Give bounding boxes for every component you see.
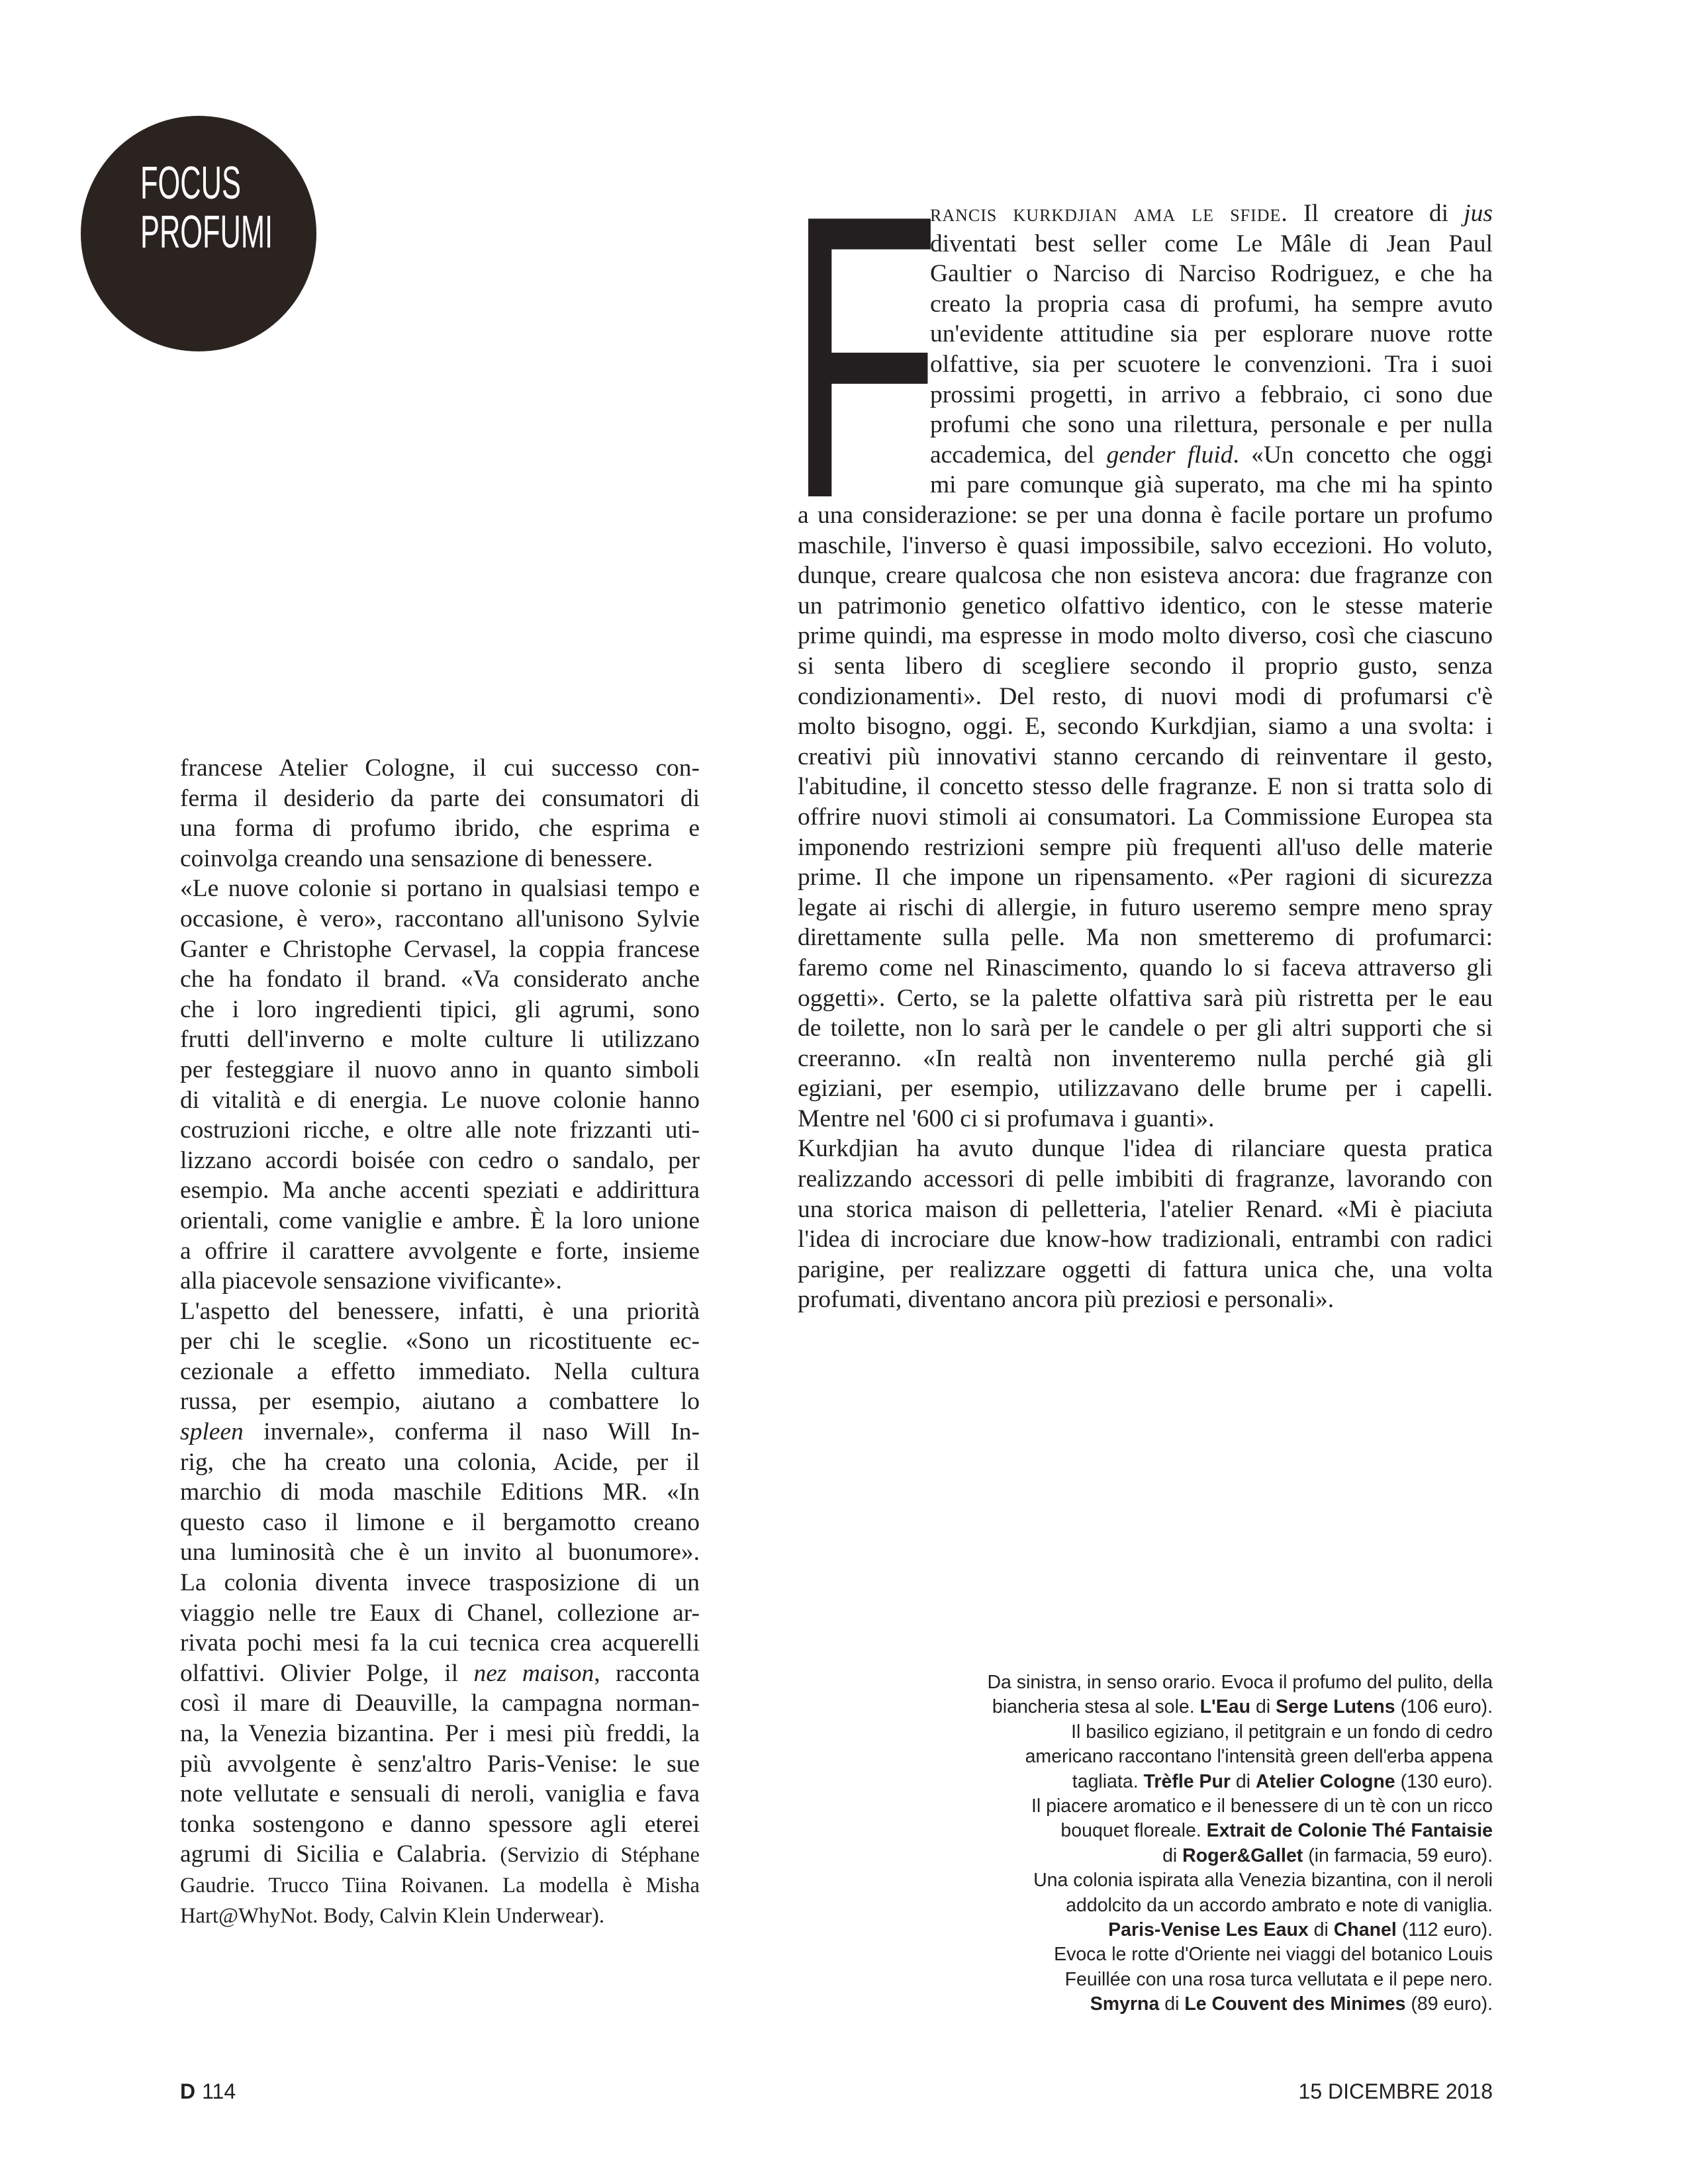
photo-caption <box>847 1670 1493 2017</box>
text-run: rancis kurkdjian ama le sfide. <box>930 200 1288 227</box>
text-line <box>798 742 1493 772</box>
text-run: Il piacere aromatico e il benessere di un tè con un ricco <box>1031 1796 1493 1817</box>
text-run: Le Couvent des Minimes <box>1184 1993 1406 2015</box>
text-run: Chanel <box>1333 1919 1397 1941</box>
text-run: Mentre nel '600 ci si profumava i guanti». <box>798 1105 1215 1132</box>
text-line <box>798 1073 1493 1104</box>
text-run: Paris-Venise Les Eaux <box>1108 1919 1309 1941</box>
text-line <box>847 1918 1493 1942</box>
text-run: di <box>1308 1919 1334 1941</box>
text-line <box>180 1537 700 1568</box>
text-run: Il basilico egiziano, il petitgrain e un fondo di cedro <box>1071 1721 1493 1743</box>
page-footer-left <box>180 2079 236 2104</box>
text-run: direttamente sulla pelle. Ma non smetteremo di profumarci: <box>798 924 1493 952</box>
text-line <box>180 1024 700 1055</box>
text-run: russa, per esempio, aiutano a combattere lo <box>180 1388 700 1416</box>
text-line <box>798 561 1493 591</box>
text-run: orientali, come vaniglie e ambre. È la loro unione <box>180 1206 700 1234</box>
text-line <box>180 995 700 1025</box>
magazine-brand: D <box>180 2079 196 2103</box>
text-line <box>180 1477 700 1508</box>
text-run: profumati, diventano ancora più preziosi e personali». <box>798 1286 1335 1314</box>
text-line <box>847 1868 1493 1893</box>
text-run: rig, che ha creato una colonia, Acide, per il <box>180 1448 700 1476</box>
text-run: un'evidente attitudine sia per esplorare nuove rotte <box>930 320 1493 348</box>
text-run: nez maison <box>473 1659 594 1687</box>
text-run: un patrimonio genetico olfattivo identico, con le stesse materie <box>798 592 1493 619</box>
text-line <box>847 1968 1493 1992</box>
text-run: cezionale a effetto immediato. Nella cultura <box>180 1357 700 1385</box>
text-run: a offrire il carattere avvolgente e forte, insieme <box>180 1237 700 1265</box>
text-line <box>180 1326 700 1357</box>
text-line <box>180 1870 700 1900</box>
text-run: creato la propria casa di profumi, ha sempre avuto <box>930 290 1493 318</box>
text-line <box>798 833 1493 863</box>
text-run: addolcito da un accordo ambrato e note di vaniglia. <box>1066 1894 1493 1916</box>
text-run: , racconta <box>594 1659 700 1687</box>
text-line <box>180 1357 700 1387</box>
text-line <box>180 1417 700 1447</box>
section-badge-label <box>140 157 273 257</box>
text-run: biancheria stesa al sole. <box>992 1696 1200 1718</box>
text-line <box>180 753 700 784</box>
text-run: profumi che sono una rilettura, personale e per nulla <box>930 411 1493 439</box>
text-line <box>798 1134 1493 1164</box>
text-line <box>180 1266 700 1297</box>
text-line <box>180 1568 700 1598</box>
text-run: di <box>1159 1993 1185 2015</box>
text-run: na, la Venezia bizantina. Per i mesi più freddi, la <box>180 1720 700 1747</box>
text-run: (130 euro). <box>1395 1770 1493 1792</box>
text-line <box>847 1770 1493 1794</box>
text-line <box>847 1794 1493 1819</box>
text-line <box>930 289 1493 320</box>
text-run: occasione, è vero», raccontano all'unisono Sylvie <box>180 905 700 933</box>
badge-line-1: FOCUS <box>140 157 241 208</box>
text-run: realizzando accessori di pelle imbibiti di fragranze, lavorando con <box>798 1165 1493 1193</box>
text-run: Atelier Cologne <box>1256 1770 1395 1792</box>
text-run: prime quindi, ma espresse in modo molto diverso, così che ciascuno <box>798 622 1493 650</box>
text-run: costruzioni ricche, e oltre alle note frizzanti uti- <box>180 1116 700 1144</box>
text-run: molto bisogno, oggi. E, secondo Kurkdjian, siamo a una svolta: i <box>798 713 1493 741</box>
text-line <box>847 1670 1493 1695</box>
text-run: L'Eau <box>1199 1696 1251 1718</box>
text-line <box>847 1745 1493 1769</box>
text-line <box>847 1695 1493 1719</box>
drop-cap: F <box>788 132 941 582</box>
text-run: gender fluid <box>1106 441 1233 469</box>
text-run: viaggio nelle tre Eaux di Chanel, collezione ar- <box>180 1599 700 1627</box>
text-run: per festeggiare il nuovo anno in quanto simboli <box>180 1056 700 1083</box>
text-line <box>930 199 1493 229</box>
text-run: americano raccontano l'intensità green dell'erba appena <box>1025 1746 1493 1768</box>
text-run: si senta libero di scegliere secondo il proprio gusto, senza <box>798 652 1493 680</box>
text-line <box>798 1044 1493 1074</box>
text-line <box>798 500 1493 531</box>
text-run: per chi le sceglie. «Sono un ricostituente ec- <box>180 1328 700 1355</box>
text-line <box>798 772 1493 802</box>
text-run: Kurkdjian ha avuto dunque l'idea di rilanciare questa pratica <box>798 1135 1493 1163</box>
article-intro <box>930 199 1493 500</box>
text-run: (Servizio di Stéphane <box>500 1843 700 1868</box>
text-run: agrumi di Sicilia e Calabria. <box>180 1841 500 1868</box>
article-right-column <box>798 500 1493 1315</box>
text-line <box>798 862 1493 893</box>
text-run: Da sinistra, in senso orario. Evoca il profumo del pulito, della <box>987 1672 1493 1693</box>
text-line <box>180 813 700 844</box>
text-run: una storica maison di pelletteria, l'atelier Renard. «Mi è piaciuta <box>798 1195 1493 1223</box>
text-line <box>180 844 700 874</box>
text-run: lizzano accordi boisée con cedro o sandalo, per <box>180 1146 700 1174</box>
text-line <box>798 1013 1493 1044</box>
text-line <box>930 349 1493 380</box>
text-line <box>180 1508 700 1538</box>
text-run: Trèfle Pur <box>1143 1770 1231 1792</box>
text-run: tagliata. <box>1072 1770 1144 1792</box>
text-run: bouquet floreale. <box>1060 1820 1207 1842</box>
text-line <box>798 591 1493 621</box>
text-run: prime. Il che impone un ripensamento. «Per ragioni di sicurezza <box>798 864 1493 891</box>
text-run: jus <box>1464 200 1493 227</box>
text-line <box>180 1297 700 1327</box>
text-run: Feuillée con una rosa turca vellutata e il pepe nero. <box>1064 1968 1493 1990</box>
text-run: Una colonia ispirata alla Venezia bizantina, con il neroli <box>1033 1870 1493 1891</box>
text-line <box>798 893 1493 923</box>
text-run: «Le nuove colonie si portano in qualsiasi tempo e <box>180 875 700 903</box>
text-run: dunque, creare qualcosa che non esisteva ancora: due fragranze con <box>798 562 1493 590</box>
text-run: imponendo restrizioni sempre più frequenti all'uso delle materie <box>798 833 1493 861</box>
text-run: spleen <box>180 1418 244 1446</box>
text-line <box>930 259 1493 289</box>
text-line <box>180 1085 700 1116</box>
text-line <box>180 1839 700 1870</box>
text-line <box>180 904 700 934</box>
text-line <box>847 1893 1493 1918</box>
text-run: che ha fondato il brand. «Va considerato anche <box>180 966 700 993</box>
text-run: frutti dell'inverno e molte culture li utilizzano <box>180 1026 700 1054</box>
text-line <box>180 1146 700 1176</box>
text-line <box>180 1175 700 1206</box>
text-line <box>930 470 1493 500</box>
text-run: Extrait de Colonie Thé Fantaisie <box>1206 1820 1493 1842</box>
text-line <box>180 1900 700 1931</box>
text-run: oggetti». Certo, se la palette olfattiva sarà più ristretta per le eau <box>798 984 1493 1012</box>
text-run: (106 euro). <box>1395 1696 1493 1718</box>
text-line <box>180 1387 700 1417</box>
text-line <box>180 1779 700 1809</box>
text-run: che i loro ingredienti tipici, gli agrumi, sono <box>180 995 700 1023</box>
text-line <box>798 621 1493 651</box>
text-line <box>798 1285 1493 1315</box>
text-line <box>180 1598 700 1629</box>
text-line <box>798 802 1493 833</box>
text-run: condizionamenti». Del resto, di nuovi modi di profumarsi c'è <box>798 682 1493 710</box>
text-line <box>798 923 1493 953</box>
text-run: de toilette, non lo sarà per le candele o per gli altri supporti che si <box>798 1015 1493 1042</box>
text-line <box>847 1720 1493 1745</box>
text-line <box>798 531 1493 561</box>
text-line <box>798 953 1493 983</box>
text-line <box>930 440 1493 471</box>
text-line <box>930 229 1493 259</box>
text-line <box>180 934 700 965</box>
text-line <box>798 983 1493 1014</box>
text-run: rivata pochi mesi fa la cui tecnica crea acquerelli <box>180 1629 700 1657</box>
text-run: accademica, del <box>930 441 1107 469</box>
text-line <box>930 380 1493 410</box>
text-line <box>847 1942 1493 1967</box>
text-run: olfattive, sia per scuotere le convenzioni. Tra i suoi <box>930 350 1493 378</box>
article-left-column <box>180 753 700 1930</box>
text-run: (in farmacia, 59 euro). <box>1303 1844 1493 1866</box>
text-run: (112 euro). <box>1396 1919 1493 1941</box>
text-line <box>180 1115 700 1146</box>
text-line <box>847 1844 1493 1868</box>
text-run: di <box>1250 1696 1276 1718</box>
text-run: Hart@WhyNot. Body, Calvin Klein Underwear). <box>180 1903 604 1928</box>
text-run: (89 euro). <box>1405 1993 1493 2015</box>
text-run: offrire nuovi stimoli ai consumatori. La Commissione Europea sta <box>798 803 1493 831</box>
text-run: invernale», conferma il naso Will In- <box>243 1418 700 1446</box>
text-line <box>180 1688 700 1719</box>
issue-date: 15 DICEMBRE 2018 <box>1298 2079 1493 2103</box>
text-run: creeranno. «In realtà non inventeremo nulla perché già gli <box>798 1044 1493 1072</box>
text-run: più avvolgente è senz'altro Paris-Venise: le sue <box>180 1750 700 1778</box>
text-line <box>798 1104 1493 1134</box>
text-line <box>798 1255 1493 1285</box>
text-run: prossimi progetti, in arrivo a febbraio, ci sono due <box>930 381 1493 408</box>
text-run: ferma il desiderio da parte dei consumatori di <box>180 784 700 812</box>
text-line <box>847 1992 1493 2017</box>
text-line <box>930 410 1493 440</box>
text-line <box>180 1628 700 1659</box>
text-run: così il mare di Deauville, la campagna norman- <box>180 1690 700 1717</box>
text-run: Serge Lutens <box>1276 1696 1395 1718</box>
text-run: Gaultier o Narciso di Narciso Rodriguez, e che ha <box>930 260 1493 288</box>
text-run: alla piacevole sensazione vivificante». <box>180 1267 562 1295</box>
text-run: una forma di profumo ibrido, che esprima e <box>180 815 700 842</box>
text-run: di <box>1162 1844 1183 1866</box>
text-run: egiziani, per esempio, utilizzavano delle brume per i capelli. <box>798 1075 1493 1103</box>
text-line <box>798 651 1493 682</box>
text-run: esempio. Ma anche accenti speziati e addirittura <box>180 1177 700 1205</box>
text-line <box>798 682 1493 712</box>
text-line <box>180 1719 700 1749</box>
text-line <box>180 964 700 995</box>
text-line <box>180 874 700 904</box>
text-run: Roger&Gallet <box>1182 1844 1303 1866</box>
text-run: faremo come nel Rinascimento, quando lo si faceva attraverso gli <box>798 954 1493 981</box>
text-run: L'aspetto del benessere, infatti, è una priorità <box>180 1297 700 1325</box>
text-run: . «Un concetto che oggi <box>1233 441 1493 469</box>
text-line <box>180 784 700 814</box>
text-run: l'idea di incrociare due know-how tradizionali, entrambi con radici <box>798 1226 1493 1253</box>
text-run: Il creatore di <box>1288 200 1464 227</box>
text-line <box>847 1819 1493 1843</box>
text-run: Gaudrie. Trucco Tiina Roivanen. La modella è Misha <box>180 1873 700 1897</box>
text-run: legate ai rischi di allergie, in futuro useremo sempre meno spray <box>798 893 1493 921</box>
text-run: questo caso il limone e il bergamotto creano <box>180 1508 700 1536</box>
text-line <box>798 1224 1493 1255</box>
text-run: a una considerazione: se per una donna è facile portare un profumo <box>798 502 1493 529</box>
text-run: l'abitudine, il concetto stesso delle fragranze. E non si tratta solo di <box>798 773 1493 801</box>
text-run: coinvolga creando una sensazione di benessere. <box>180 844 653 872</box>
text-run: mi pare comunque già superato, ma che mi ha spinto <box>930 471 1493 499</box>
text-line <box>180 1659 700 1689</box>
text-run: una luminosità che è un invito al buonumore». <box>180 1539 700 1567</box>
text-run: La colonia diventa invece trasposizione di un <box>180 1569 700 1597</box>
text-run: Ganter e Christophe Cervasel, la coppia francese <box>180 935 700 963</box>
text-line <box>930 319 1493 349</box>
text-line <box>180 1447 700 1478</box>
page-number: 114 <box>202 2079 236 2103</box>
text-run: maschile, l'inverso è quasi impossibile, salvo eccezioni. Ho voluto, <box>798 531 1493 559</box>
text-run: note vellutate e sensuali di neroli, vaniglia e fava <box>180 1780 700 1808</box>
text-line <box>798 711 1493 742</box>
text-line <box>180 1055 700 1085</box>
text-line <box>180 1206 700 1236</box>
text-run: marchio di moda maschile Editions MR. «In <box>180 1479 700 1506</box>
text-line <box>798 1195 1493 1225</box>
text-run: creativi più innovativi stanno cercando di reinventare il gesto, <box>798 743 1493 770</box>
text-run: parigine, per realizzare oggetti di fattura unica che, una volta <box>798 1255 1493 1283</box>
text-run: Evoca le rotte d'Oriente nei viaggi del botanico Louis <box>1054 1944 1493 1966</box>
text-run: diventati best seller come Le Mâle di Jean Paul <box>930 230 1493 257</box>
text-line <box>798 1164 1493 1195</box>
text-run: olfattivi. Olivier Polge, il <box>180 1659 474 1687</box>
text-line <box>180 1236 700 1267</box>
text-run: di vitalità e di energia. Le nuove colonie hanno <box>180 1086 700 1114</box>
text-line <box>180 1809 700 1840</box>
text-run: tonka sostengono e danno spessore agli eterei <box>180 1810 700 1838</box>
text-line <box>180 1749 700 1780</box>
text-run: Smyrna <box>1090 1993 1160 2015</box>
badge-line-2: PROFUMI <box>140 206 273 257</box>
text-run: francese Atelier Cologne, il cui successo con- <box>180 754 700 782</box>
section-badge <box>81 116 316 351</box>
text-run: di <box>1231 1770 1256 1792</box>
